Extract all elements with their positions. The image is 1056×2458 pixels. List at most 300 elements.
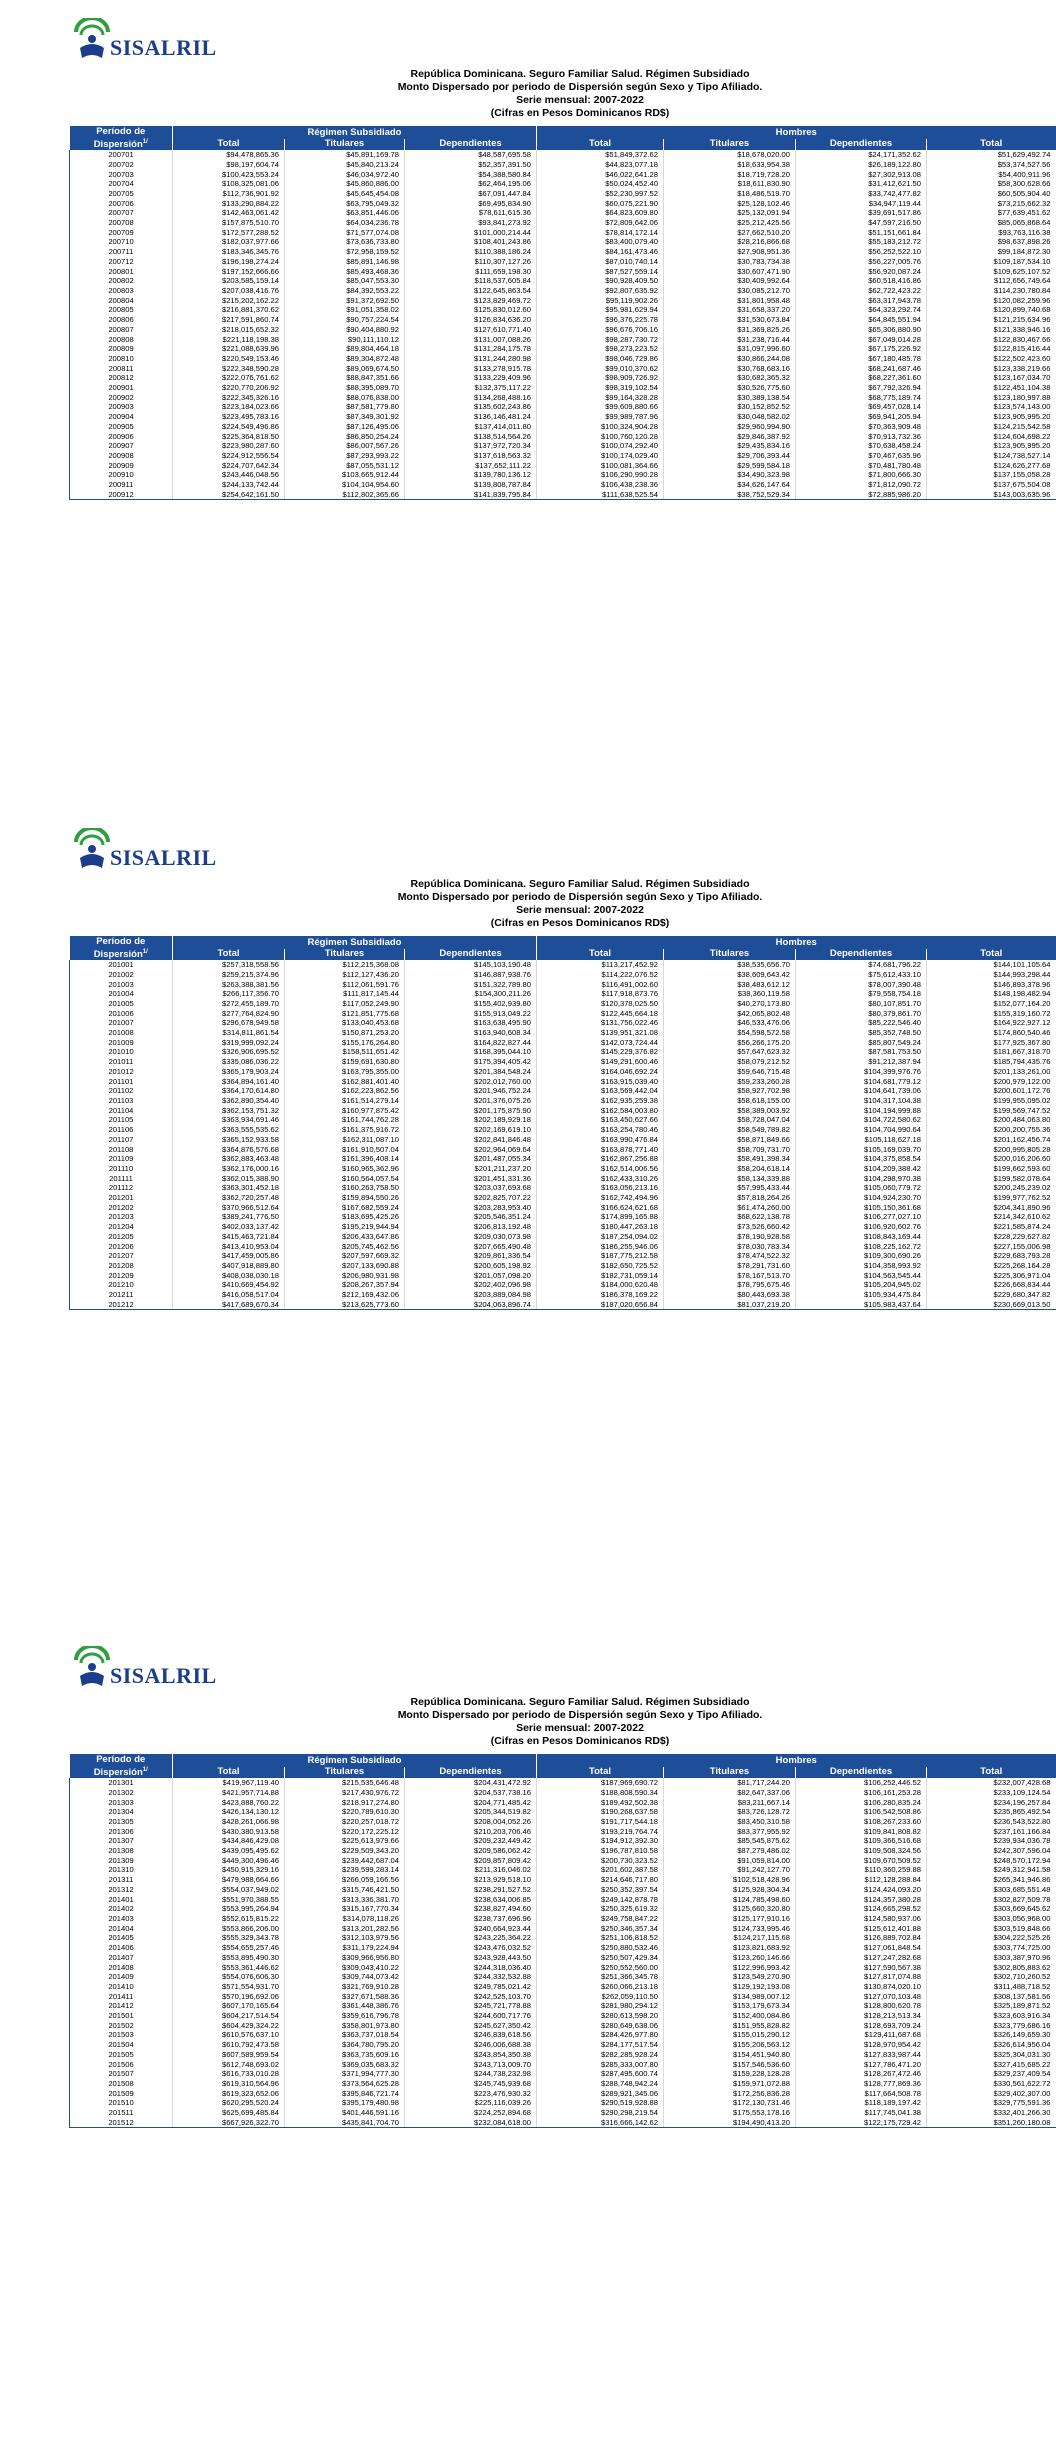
table-row (70, 344, 1056, 354)
dependientes-cell: $202,825,707.22 (405, 1193, 537, 1203)
hombres-total-cell: $83,400,079.40 (537, 237, 664, 247)
hombres-titulares-cell: $91,242,127.70 (664, 1865, 796, 1875)
total-extra-cell: $332,401,266.30 (927, 2108, 1056, 2118)
hombres-total-cell: $98,287,730.72 (537, 335, 664, 345)
header-total-extra: Total (927, 139, 1056, 151)
table-row (70, 402, 1056, 412)
total-cell: $196,198,274.24 (173, 257, 285, 267)
hombres-titulares-cell: $58,079,212.52 (664, 1057, 796, 1067)
titulares-cell: $45,860,886.00 (285, 179, 405, 189)
titulares-cell: $90,111,110.12 (285, 335, 405, 345)
titulares-cell: $220,257,018.72 (285, 1817, 405, 1827)
hombres-total-cell: $163,056,213.16 (537, 1183, 664, 1193)
hombres-dependientes-cell: $75,612,433.10 (796, 970, 927, 980)
total-extra-cell: $303,774,725.00 (927, 1943, 1056, 1953)
period-cell: 201010 (70, 1047, 173, 1057)
table-row (70, 1212, 1056, 1222)
total-extra-cell: $146,893,378.96 (927, 980, 1056, 990)
period-cell: 201506 (70, 2060, 173, 2070)
period-cell: 201503 (70, 2030, 173, 2040)
hombres-total-cell: $288,748,942.24 (537, 2079, 664, 2089)
titulares-cell: $313,201,282.56 (285, 1924, 405, 1934)
hombres-titulares-cell: $34,490,323.98 (664, 470, 796, 480)
total-extra-cell: $122,815,416.44 (927, 344, 1056, 354)
hombres-total-cell: $162,514,006.56 (537, 1164, 664, 1174)
hombres-titulares-cell: $29,846,387.92 (664, 432, 796, 442)
titulares-cell: $121,851,775.68 (285, 1009, 405, 1019)
titulares-cell: $160,564,057.54 (285, 1174, 405, 1184)
period-cell: 200805 (70, 305, 173, 315)
table-row (70, 1914, 1056, 1924)
dependientes-cell: $246,006,688.38 (405, 2040, 537, 2050)
total-extra-cell: $185,794,435.76 (927, 1057, 1056, 1067)
period-cell: 201502 (70, 2021, 173, 2031)
total-extra-cell: $302,827,509.78 (927, 1895, 1056, 1905)
titulares-cell: $89,804,464.18 (285, 344, 405, 354)
hombres-titulares-cell: $29,706,393.44 (664, 451, 796, 461)
titulares-cell: $373,564,625.28 (285, 2079, 405, 2089)
logo-emblem-icon (72, 18, 112, 62)
total-cell: $157,875,510.70 (173, 218, 285, 228)
hombres-total-cell: $51,849,372.62 (537, 150, 664, 160)
dependientes-cell: $137,652,111.22 (405, 461, 537, 471)
logo-text: SISALRIL (110, 1663, 217, 1688)
titulares-cell: $266,059,166.56 (285, 1875, 405, 1885)
total-cell: $94,478,865.36 (173, 150, 285, 160)
dependientes-cell: $134,268,488.16 (405, 393, 537, 403)
hombres-total-cell: $187,020,656.84 (537, 1300, 664, 1310)
dependientes-cell: $202,012,760.00 (405, 1077, 537, 1087)
report-title: República Dominicana. Seguro Familiar Salud. Régimen Subsidiado (410, 878, 750, 890)
hombres-total-cell: $250,552,560.00 (537, 1963, 664, 1973)
total-extra-cell: $123,905,995.20 (927, 412, 1056, 422)
total-cell: $553,995,264.94 (173, 1904, 285, 1914)
hombres-dependientes-cell: $33,742,477.82 (796, 189, 927, 199)
hombres-titulares-cell: $81,717,244.20 (664, 1778, 796, 1788)
hombres-titulares-cell: $31,658,337.20 (664, 305, 796, 315)
hombres-titulares-cell: $27,908,951.36 (664, 247, 796, 257)
hombres-titulares-cell: $38,360,119.58 (664, 989, 796, 999)
total-extra-cell: $137,675,504.08 (927, 480, 1056, 490)
dependientes-cell: $52,357,391.50 (405, 160, 537, 170)
dependientes-cell: $155,913,049.22 (405, 1009, 537, 1019)
period-cell: 201305 (70, 1817, 173, 1827)
dispersion-table (69, 1754, 1056, 2128)
hombres-total-cell: $250,880,532.46 (537, 1943, 664, 1953)
table-row (70, 2021, 1056, 2031)
hombres-titulares-cell: $155,206,563.12 (664, 2040, 796, 2050)
period-cell: 201108 (70, 1145, 173, 1155)
titulares-cell: $315,167,770.34 (285, 1904, 405, 1914)
hombres-dependientes-cell: $104,209,388.42 (796, 1164, 927, 1174)
dependientes-cell: $225,116,039.26 (405, 2098, 537, 2108)
total-extra-cell: $124,215,542.58 (927, 422, 1056, 432)
total-cell: $479,988,664.66 (173, 1875, 285, 1885)
titulares-cell: $45,840,213.24 (285, 160, 405, 170)
dependientes-cell: $244,600,717.76 (405, 2011, 537, 2021)
hombres-dependientes-cell: $64,845,551.94 (796, 315, 927, 325)
hombres-dependientes-cell: $117,745,041.38 (796, 2108, 927, 2118)
total-cell: $362,883,463.48 (173, 1154, 285, 1164)
hombres-dependientes-cell: $104,681,779.12 (796, 1077, 927, 1087)
titulares-cell: $217,430,976.72 (285, 1788, 405, 1798)
table-row (70, 1982, 1056, 1992)
hombres-dependientes-cell: $127,786,471.20 (796, 2060, 927, 2070)
hombres-titulares-cell: $58,927,702.98 (664, 1086, 796, 1096)
total-cell: $272,455,189.70 (173, 999, 285, 1009)
total-extra-cell: $235,865,492.54 (927, 1807, 1056, 1817)
hombres-total-cell: $196,787,810.58 (537, 1846, 664, 1856)
hombres-dependientes-cell: $106,280,835.24 (796, 1798, 927, 1808)
report-units: (Cifras en Pesos Dominicanos RD$) (490, 917, 670, 929)
hombres-total-cell: $201,602,387.58 (537, 1865, 664, 1875)
titulares-cell: $363,737,018.54 (285, 2030, 405, 2040)
total-extra-cell: $226,668,834.44 (927, 1280, 1056, 1290)
total-cell: $434,846,429.08 (173, 1836, 285, 1846)
hombres-dependientes-cell: $79,558,754.18 (796, 989, 927, 999)
hombres-total-cell: $44,823,077.18 (537, 160, 664, 170)
table-row (70, 1798, 1056, 1808)
period-cell: 201408 (70, 1963, 173, 1973)
header-titulares: Titulares (285, 1767, 405, 1779)
hombres-total-cell: $84,161,473.46 (537, 247, 664, 257)
header-titulares: Titulares (285, 139, 405, 151)
hombres-total-cell: $187,775,212.58 (537, 1251, 664, 1261)
period-cell: 201412 (70, 2001, 173, 2011)
total-cell: $223,980,287.60 (173, 441, 285, 451)
table-row (70, 286, 1056, 296)
dependientes-cell: $209,232,449.42 (405, 1836, 537, 1846)
titulares-cell: $239,599,283.14 (285, 1865, 405, 1875)
table-row (70, 1038, 1056, 1048)
header-regimen-subsidiado: Régimen Subsidiado (173, 1754, 537, 1767)
hombres-total-cell: $289,921,345.06 (537, 2089, 664, 2099)
period-cell: 201403 (70, 1914, 173, 1924)
period-cell: 201111 (70, 1174, 173, 1184)
hombres-dependientes-cell: $108,843,169.44 (796, 1232, 927, 1242)
hombres-dependientes-cell: $127,833,987.44 (796, 2050, 927, 2060)
period-cell: 200905 (70, 422, 173, 432)
dependientes-cell: $207,665,490.48 (405, 1242, 537, 1252)
dependientes-cell: $205,344,519.82 (405, 1807, 537, 1817)
header-dependientes: Dependientes (405, 1767, 537, 1779)
total-cell: $335,086,036.22 (173, 1057, 285, 1067)
total-extra-cell: $323,603,916.34 (927, 2011, 1056, 2021)
hombres-dependientes-cell: $109,670,509.52 (796, 1856, 927, 1866)
table-row (70, 451, 1056, 461)
titulares-cell: $87,055,531.12 (285, 461, 405, 471)
hombres-total-cell: $187,254,094.02 (537, 1232, 664, 1242)
dependientes-cell: $200,605,198.92 (405, 1261, 537, 1271)
total-extra-cell: $144,101,105.64 (927, 960, 1056, 970)
hombres-dependientes-cell: $109,300,690.26 (796, 1251, 927, 1261)
hombres-total-cell: $99,010,370.62 (537, 364, 664, 374)
table-row (70, 2030, 1056, 2040)
table-row (70, 1271, 1056, 1281)
hombres-total-cell: $50,024,452.40 (537, 179, 664, 189)
period-cell: 201003 (70, 980, 173, 990)
hombres-total-cell: $163,254,780.46 (537, 1125, 664, 1135)
total-cell: $197,152,666.66 (173, 267, 285, 277)
hombres-titulares-cell: $85,545,875.62 (664, 1836, 796, 1846)
titulares-cell: $161,514,279.14 (285, 1096, 405, 1106)
total-cell: $183,346,345.76 (173, 247, 285, 257)
hombres-dependientes-cell: $78,007,390.48 (796, 980, 927, 990)
dependientes-cell: $137,972,720.34 (405, 441, 537, 451)
total-cell: $296,678,949.58 (173, 1018, 285, 1028)
table-row (70, 1018, 1056, 1028)
total-cell: $364,170,614.80 (173, 1086, 285, 1096)
dependientes-cell: $139,808,787.84 (405, 480, 537, 490)
hombres-dependientes-cell: $129,411,687.68 (796, 2030, 927, 2040)
table-row (70, 383, 1056, 393)
hombres-titulares-cell: $25,128,102.46 (664, 199, 796, 209)
period-cell: 200910 (70, 470, 173, 480)
period-cell: 201206 (70, 1242, 173, 1252)
table-row (70, 980, 1056, 990)
hombres-total-cell: $282,285,928.24 (537, 2050, 664, 2060)
period-cell: 200806 (70, 315, 173, 325)
titulares-cell: $90,757,224.54 (285, 315, 405, 325)
report-subtitle: Monto Dispersado por periodo de Dispersión según Sexo y Tipo Afiliado. (397, 891, 763, 903)
total-extra-cell: $227,155,006.98 (927, 1242, 1056, 1252)
hombres-dependientes-cell: $67,175,226.92 (796, 344, 927, 354)
total-extra-cell: $239,934,036.78 (927, 1836, 1056, 1846)
table-row (70, 325, 1056, 335)
hombres-total-cell: $163,450,627.66 (537, 1115, 664, 1125)
hombres-titulares-cell: $18,719,728.20 (664, 170, 796, 180)
dependientes-cell: $240,664,923.44 (405, 1924, 537, 1934)
header-hombres-total: Total (537, 1767, 664, 1779)
table-row (70, 2089, 1056, 2099)
hombres-titulares-cell: $40,270,173.80 (664, 999, 796, 1009)
total-cell: $254,642,161.50 (173, 490, 285, 500)
titulares-cell: $195,219,944.94 (285, 1222, 405, 1232)
hombres-dependientes-cell: $104,924,230.70 (796, 1193, 927, 1203)
hombres-titulares-cell: $30,866,244.08 (664, 354, 796, 364)
total-cell: $554,655,257.46 (173, 1943, 285, 1953)
hombres-total-cell: $100,074,292.40 (537, 441, 664, 451)
dependientes-cell: $244,332,532.88 (405, 1972, 537, 1982)
titulares-cell: $85,891,146.98 (285, 257, 405, 267)
total-cell: $407,918,889.80 (173, 1261, 285, 1271)
titulares-cell: $208,267,357.94 (285, 1280, 405, 1290)
titulares-cell: $112,061,591.76 (285, 980, 405, 990)
total-extra-cell: $330,561,622.72 (927, 2079, 1056, 2089)
period-cell: 200908 (70, 451, 173, 461)
hombres-dependientes-cell: $122,175,729.42 (796, 2118, 927, 2128)
hombres-titulares-cell: $30,682,365.32 (664, 373, 796, 383)
header-hombres: Hombres (537, 936, 1056, 949)
total-cell: $363,555,535.62 (173, 1125, 285, 1135)
table-row (70, 1096, 1056, 1106)
total-cell: $667,926,322.70 (173, 2118, 285, 2128)
total-cell: $222,076,761.62 (173, 373, 285, 383)
hombres-total-cell: $194,912,392.30 (537, 1836, 664, 1846)
dependientes-cell: $154,300,211.26 (405, 989, 537, 999)
dependientes-cell: $203,889,084.98 (405, 1290, 537, 1300)
table-row (70, 267, 1056, 277)
table-row (70, 1154, 1056, 1164)
titulares-cell: $90,404,880.92 (285, 325, 405, 335)
total-extra-cell: $242,307,596.04 (927, 1846, 1056, 1856)
period-cell: 201307 (70, 1836, 173, 1846)
hombres-dependientes-cell: $70,467,635.96 (796, 451, 927, 461)
header-hombres-dependientes: Dependientes (796, 1767, 927, 1779)
period-cell: 201205 (70, 1232, 173, 1242)
titulares-cell: $218,917,274.80 (285, 1798, 405, 1808)
titulares-cell: $206,433,647.86 (285, 1232, 405, 1242)
titulares-cell: $162,311,087.10 (285, 1135, 405, 1145)
hombres-total-cell: $163,990,476.84 (537, 1135, 664, 1145)
period-cell: 201202 (70, 1203, 173, 1213)
table-row (70, 354, 1056, 364)
dependientes-cell: $131,244,280.98 (405, 354, 537, 364)
period-cell: 200911 (70, 480, 173, 490)
period-cell: 200809 (70, 344, 173, 354)
total-cell: $108,325,081.06 (173, 179, 285, 189)
period-cell: 201407 (70, 1953, 173, 1963)
dependientes-cell: $245,627,350.42 (405, 2021, 537, 2031)
titulares-cell: $205,745,462.56 (285, 1242, 405, 1252)
total-extra-cell: $221,585,874.24 (927, 1222, 1056, 1232)
total-extra-cell: $199,662,593.60 (927, 1164, 1056, 1174)
hombres-total-cell: $100,081,364.66 (537, 461, 664, 471)
table-row (70, 1115, 1056, 1125)
hombres-dependientes-cell: $108,267,233.60 (796, 1817, 927, 1827)
header-dependientes: Dependientes (405, 949, 537, 961)
table-row (70, 1106, 1056, 1116)
total-extra-cell: $225,268,164.28 (927, 1261, 1056, 1271)
titulares-cell: $207,597,669.32 (285, 1251, 405, 1261)
dependientes-cell: $242,525,103.70 (405, 1992, 537, 2002)
titulares-cell: $327,671,588.36 (285, 1992, 405, 2002)
total-extra-cell: $54,400,911.96 (927, 170, 1056, 180)
dependientes-cell: $201,946,752.24 (405, 1086, 537, 1096)
hombres-dependientes-cell: $80,107,851.70 (796, 999, 927, 1009)
dependientes-cell: $139,780,136.12 (405, 470, 537, 480)
titulares-cell: $213,625,773.60 (285, 1300, 405, 1310)
titulares-cell: $229,509,343.20 (285, 1846, 405, 1856)
hombres-titulares-cell: $125,660,320.80 (664, 1904, 796, 1914)
hombres-titulares-cell: $61,474,260.00 (664, 1203, 796, 1213)
table-row (70, 1047, 1056, 1057)
table-row (70, 2069, 1056, 2079)
total-extra-cell: $200,601,172.76 (927, 1086, 1056, 1096)
logo-text: SISALRIL (110, 35, 217, 60)
hombres-total-cell: $116,491,002.60 (537, 980, 664, 990)
total-extra-cell: $120,899,740.68 (927, 305, 1056, 315)
dependientes-cell: $202,402,096.98 (405, 1280, 537, 1290)
hombres-titulares-cell: $38,609,643.42 (664, 970, 796, 980)
period-cell: 200808 (70, 335, 173, 345)
table-row (70, 199, 1056, 209)
hombres-dependientes-cell: $70,913,732.36 (796, 432, 927, 442)
hombres-dependientes-cell: $105,169,039.70 (796, 1145, 927, 1155)
titulares-cell: $89,304,872.48 (285, 354, 405, 364)
total-extra-cell: $204,341,890.96 (927, 1203, 1056, 1213)
hombres-titulares-cell: $57,647,623.32 (664, 1047, 796, 1057)
total-cell: $553,895,490.30 (173, 1953, 285, 1963)
dependientes-cell: $132,375,117.22 (405, 383, 537, 393)
dependientes-cell: $243,713,009.70 (405, 2060, 537, 2070)
hombres-dependientes-cell: $56,920,087.24 (796, 267, 927, 277)
hombres-total-cell: $290,298,219.54 (537, 2108, 664, 2118)
hombres-total-cell: $72,809,642.06 (537, 218, 664, 228)
period-cell: 201104 (70, 1106, 173, 1116)
dispersion-table (69, 936, 1056, 1310)
hombres-titulares-cell: $30,768,683.16 (664, 364, 796, 374)
total-cell: $389,241,776.50 (173, 1212, 285, 1222)
period-cell: 201008 (70, 1028, 173, 1038)
hombres-total-cell: $162,584,003.80 (537, 1106, 664, 1116)
hombres-titulares-cell: $159,971,072.88 (664, 2079, 796, 2089)
period-cell: 200707 (70, 208, 173, 218)
hombres-dependientes-cell: $106,277,027.10 (796, 1212, 927, 1222)
period-cell: 201204 (70, 1222, 173, 1232)
header-hombres-dependientes: Dependientes (796, 949, 927, 961)
hombres-dependientes-cell: $128,213,513.34 (796, 2011, 927, 2021)
titulares-cell: $104,104,954.60 (285, 480, 405, 490)
titulares-cell: $212,169,432.06 (285, 1290, 405, 1300)
titulares-cell: $361,448,386.76 (285, 2001, 405, 2011)
total-cell: $604,429,324.22 (173, 2021, 285, 2031)
table-row (70, 2060, 1056, 2070)
table-row (70, 1943, 1056, 1953)
total-cell: $182,037,977.66 (173, 237, 285, 247)
hombres-total-cell: $250,507,429.34 (537, 1953, 664, 1963)
total-cell: $620,295,520.24 (173, 2098, 285, 2108)
total-extra-cell: $124,738,527.14 (927, 451, 1056, 461)
hombres-dependientes-cell: $60,518,416.86 (796, 276, 927, 286)
hombres-total-cell: $189,492,502.38 (537, 1798, 664, 1808)
table-row (70, 480, 1056, 490)
total-extra-cell: $329,775,591.36 (927, 2098, 1056, 2108)
hombres-dependientes-cell: $104,358,993.92 (796, 1261, 927, 1271)
period-cell: 200810 (70, 354, 173, 364)
hombres-titulares-cell: $58,134,339.88 (664, 1174, 796, 1184)
report-title-block (300, 1696, 860, 1748)
titulares-cell: $117,052,249.90 (285, 999, 405, 1009)
total-extra-cell: $329,237,409.54 (927, 2069, 1056, 2079)
hombres-titulares-cell: $31,530,673.84 (664, 315, 796, 325)
dependientes-cell: $137,414,011.80 (405, 422, 537, 432)
titulares-cell: $86,850,254.24 (285, 432, 405, 442)
table-row (70, 1885, 1056, 1895)
hombres-total-cell: $186,378,169.22 (537, 1290, 664, 1300)
hombres-titulares-cell: $58,389,003.92 (664, 1106, 796, 1116)
table-row (70, 960, 1056, 970)
period-cell: 201402 (70, 1904, 173, 1914)
dependientes-cell: $243,476,032.52 (405, 1943, 537, 1953)
dependientes-cell: $141,839,795.84 (405, 490, 537, 500)
total-cell: $612,748,693.02 (173, 2060, 285, 2070)
total-extra-cell: $327,415,685.22 (927, 2060, 1056, 2070)
total-extra-cell: $302,710,260.52 (927, 1972, 1056, 1982)
hombres-dependientes-cell: $67,792,326.94 (796, 383, 927, 393)
hombres-titulares-cell: $31,097,996.60 (664, 344, 796, 354)
hombres-titulares-cell: $59,646,715.48 (664, 1067, 796, 1077)
dependientes-cell: $204,431,472.92 (405, 1778, 537, 1788)
hombres-total-cell: $95,981,629.94 (537, 305, 664, 315)
report-units: (Cifras en Pesos Dominicanos RD$) (490, 107, 670, 119)
table-row (70, 1280, 1056, 1290)
table-row (70, 490, 1056, 500)
hombres-titulares-cell: $18,633,954.38 (664, 160, 796, 170)
titulares-cell: $111,817,145.44 (285, 989, 405, 999)
hombres-total-cell: $182,731,059.14 (537, 1271, 664, 1281)
hombres-dependientes-cell: $67,049,014.28 (796, 335, 927, 345)
